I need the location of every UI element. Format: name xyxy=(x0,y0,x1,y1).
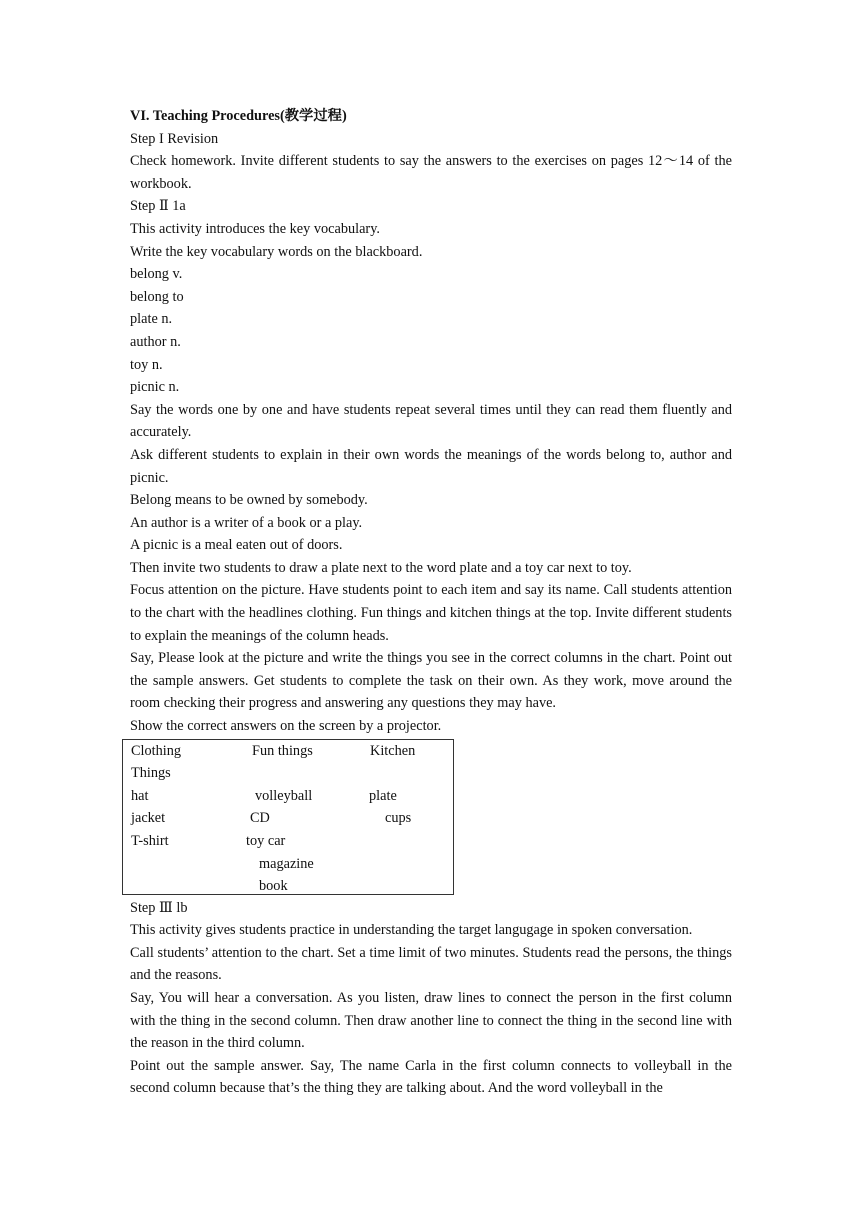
fun-thing-item: volleyball xyxy=(255,787,313,804)
step2-title: Step Ⅱ 1a xyxy=(130,198,186,215)
column-head-things: Things xyxy=(131,765,171,782)
vocab-item: plate n. xyxy=(130,311,173,328)
step1-text: Check homework. Invite different students to say the answers to the exercises on pages 12～14 of the workbook. xyxy=(130,153,732,192)
fun-thing-item: toy car xyxy=(246,833,286,850)
definition-belong: Belong means to be owned by somebody. xyxy=(130,492,368,509)
answers-table xyxy=(122,739,454,895)
invite-draw-paragraph: Then invite two students to draw a plate next to the word plate and a toy car next to toy. xyxy=(130,559,632,576)
fun-thing-item: CD xyxy=(250,810,270,827)
step1-title: Step I Revision xyxy=(130,130,219,147)
vocab-item: toy n. xyxy=(130,356,163,373)
column-head-kitchen: Kitchen xyxy=(370,742,416,759)
column-head-fun-things: Fun things xyxy=(252,742,313,759)
step2-intro: This activity introduces the key vocabulary. xyxy=(130,220,380,237)
say-words-paragraph: Say the words one by one and have students repeat several times until they can read them fluently and accurately. xyxy=(130,401,732,441)
definition-picnic: A picnic is a meal eaten out of doors. xyxy=(130,537,343,554)
section-heading: VI. Teaching Procedures(教学过程) xyxy=(130,108,347,124)
clothing-item: T-shirt xyxy=(131,833,169,850)
kitchen-thing-item: cups xyxy=(385,810,412,827)
vocab-item: belong to xyxy=(130,288,184,305)
vocab-item: picnic n. xyxy=(130,379,180,396)
ask-paragraph: Ask different students to explain in their own words the meanings of the words belong to, author and picnic. xyxy=(130,446,732,486)
vocab-item: author n. xyxy=(130,333,181,350)
step3-say-hear-paragraph: Say, You will hear a conversation. As you listen, draw lines to connect the person in the first column with the thing in the second column. Then draw another line to connect the thing in the second line with the reason in the third column. xyxy=(130,990,732,1052)
step3-point-out-paragraph: Point out the sample answer. Say, The name Carla in the first column connects to volleyball in the second column because that’s the thing they are talking about. And the word volleyball in the xyxy=(130,1057,732,1097)
step3-intro: This activity gives students practice in understanding the target langugage in spoken conversation. xyxy=(130,922,693,939)
fun-thing-item: magazine xyxy=(259,855,314,872)
definition-author: An author is a writer of a book or a play. xyxy=(130,514,363,531)
clothing-item: hat xyxy=(131,787,149,804)
step3-title: Step Ⅲ lb xyxy=(130,899,188,916)
fun-thing-item: book xyxy=(259,878,288,895)
clothing-item: jacket xyxy=(131,810,166,827)
show-answers-paragraph: Show the correct answers on the screen by a projector. xyxy=(130,718,442,735)
step2-write: Write the key vocabulary words on the blackboard. xyxy=(130,243,423,260)
column-head-clothing: Clothing xyxy=(131,742,182,759)
document-page xyxy=(130,105,732,1100)
step3-call-paragraph: Call students’ attention to the chart. Set a time limit of two minutes. Students read the persons, the things and the reasons. xyxy=(130,944,732,984)
focus-paragraph: Focus attention on the picture. Have students point to each item and say its name. Call students attention to the chart with the headlines clothing. Fun things and kitchen things at the top. Invite different students to explain the meanings of the column heads. xyxy=(130,582,732,644)
vocab-item: belong v. xyxy=(130,266,183,283)
kitchen-thing-item: plate xyxy=(369,787,397,804)
say-look-paragraph: Say, Please look at the picture and write the things you see in the correct columns in the chart. Point out the sample answers. Get students to complete the task on their own. As they work, move around the room checking their progress and answering any questions they may have. xyxy=(130,650,732,712)
